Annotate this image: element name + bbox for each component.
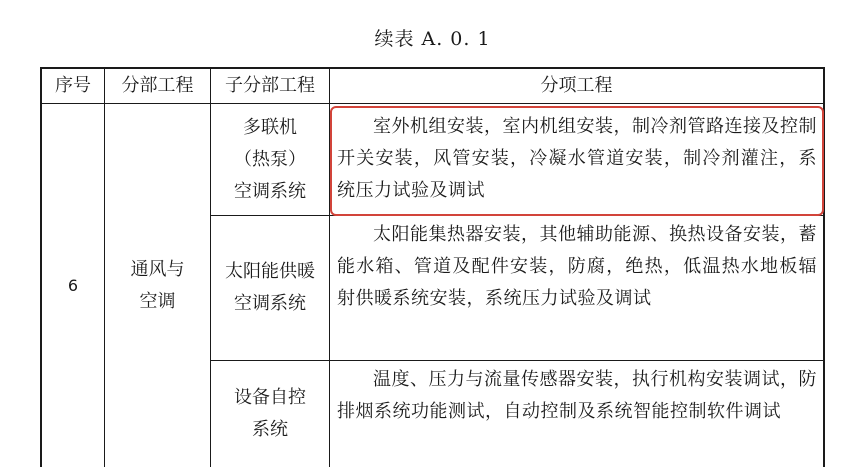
header-item: 分项工程: [540, 75, 613, 96]
subdivision-3-line-1: 设备自控: [234, 387, 306, 408]
items-multi-split: 室外机组安装，室内机组安装，制冷剂管路连接及控制开关安装，风管安装，冷凝水管道安装，制冷剂灌注，系统压力试验及调试: [337, 116, 817, 201]
header-division: 分部工程: [121, 75, 194, 96]
highlight-box: [330, 106, 824, 216]
subdivision-auto-control: [211, 361, 329, 467]
row-division: [105, 104, 210, 467]
subdivision-2-line-1: 太阳能供暖: [225, 261, 315, 282]
division-line-2: 空调: [139, 290, 176, 312]
table-title: 续表 A. 0. 1: [374, 28, 491, 50]
header-subdivision: 子分部工程: [225, 75, 315, 96]
subdivision-1-line-2: （热泵）: [234, 148, 306, 170]
items-solar: 太阳能集热器安装，其他辅助能源、换热设备安装，蓄能水箱、管道及配件安装，防腐，绝热，低温热水地板辐射供暖系统安装，系统压力试验及调试: [337, 224, 817, 309]
subdivision-1-line-1: 多联机: [243, 116, 297, 138]
subdivision-1-line-3: 空调系统: [234, 180, 306, 202]
division-line-1: 通风与: [130, 258, 185, 280]
header-seq: 序号: [55, 75, 91, 96]
row-seq: 6: [67, 275, 79, 295]
subdivision-solar: [211, 216, 329, 360]
subdivision-multi-split: [211, 104, 329, 215]
subdivision-2-line-2: 空调系统: [234, 293, 306, 314]
subdivision-3-line-2: 系统: [252, 419, 288, 440]
items-auto-control: 温度、压力与流量传感器安装，执行机构安装调试，防排烟系统功能测试，自动控制及系统智能控制软件调试: [337, 369, 817, 422]
